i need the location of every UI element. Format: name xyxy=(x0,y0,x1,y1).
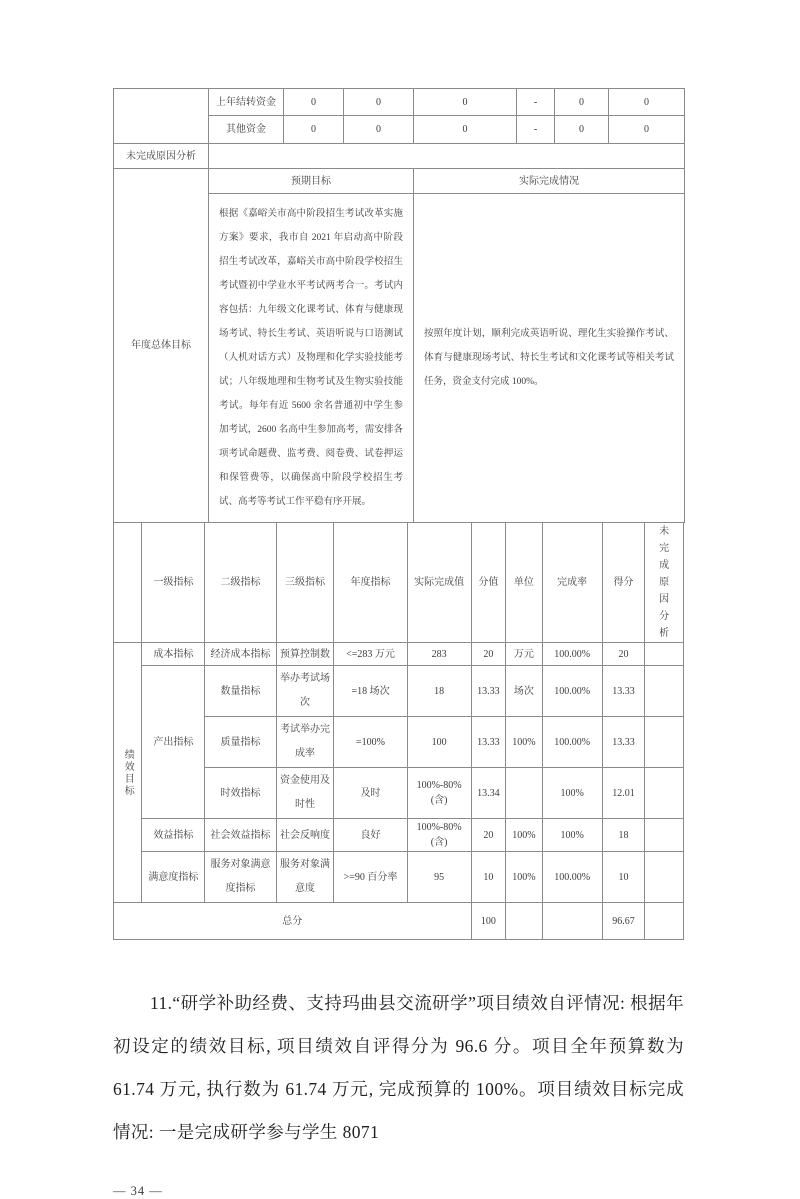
expected-goal-header: 预期目标 xyxy=(209,169,414,194)
value-cell: 0 xyxy=(284,89,344,116)
actual-completion-text: 按照年度计划，顺利完成英语听说、理化生实验操作考试、体育与健康现场考试、特长生考试和文化课考试等相关考试任务，资金支付完成 100%。 xyxy=(414,194,685,523)
actual-completion-header: 实际完成情况 xyxy=(414,169,685,194)
l1-indicator: 满意度指标 xyxy=(142,852,205,903)
annual-target: 及时 xyxy=(334,768,407,819)
header-row xyxy=(114,523,684,643)
got-value: 13.33 xyxy=(602,666,645,717)
row-label: 其他资金 xyxy=(209,116,284,144)
l2-indicator: 经济成本指标 xyxy=(205,643,276,666)
table-row xyxy=(114,144,685,169)
value-cell: 0 xyxy=(609,89,685,116)
got-value: 13.33 xyxy=(602,717,645,768)
got-value: 20 xyxy=(602,643,645,666)
got-value: 10 xyxy=(602,852,645,903)
reason-value xyxy=(645,819,684,852)
rate-value: 100% xyxy=(542,768,602,819)
score-value: 20 xyxy=(471,819,506,852)
unit-value: 场次 xyxy=(506,666,543,717)
table-row xyxy=(114,643,684,666)
total-row xyxy=(114,903,684,940)
annual-goal-label: 年度总体目标 xyxy=(114,169,209,523)
incomplete-reason-label: 未完成原因分析 xyxy=(114,144,209,169)
total-rate xyxy=(542,903,602,940)
value-cell: 0 xyxy=(609,116,685,144)
l1-indicator: 效益指标 xyxy=(142,819,205,852)
value-cell: 0 xyxy=(344,116,414,144)
l3-indicator: 考试举办完成率 xyxy=(276,717,334,768)
got-value: 18 xyxy=(602,819,645,852)
l2-indicator: 质量指标 xyxy=(205,717,276,768)
column-header-got: 得分 xyxy=(602,523,645,643)
score-value: 10 xyxy=(471,852,506,903)
rate-value: 100.00% xyxy=(542,717,602,768)
total-reason xyxy=(645,903,684,940)
table-row xyxy=(114,666,684,717)
l2-indicator: 社会效益指标 xyxy=(205,819,276,852)
rate-value: 100.00% xyxy=(542,852,602,903)
unit-value: 万元 xyxy=(506,643,543,666)
column-header-score: 分值 xyxy=(471,523,506,643)
column-header-l1: 一级指标 xyxy=(142,523,205,643)
rate-value: 100% xyxy=(542,819,602,852)
l3-indicator: 社会反响度 xyxy=(276,819,334,852)
expected-goal-text: 根据《嘉峪关市高中阶段招生考试改革实施方案》要求，我市自 2021 年启动高中阶段招生考试改革，嘉峪关市高中阶段学校招生考试暨初中学业水平考试两考合一。考试内容包括：九年级文化课考试、体育与健康现场考试、特长生考试、英语听说与口语测试（人机对话方式）及物理和化学实验技能考试；八年级地理和生物考试及生物实验技能考试。每年有近 5600 余名普通初中学生参加考试，2600 名高中生参加高考，需安排各项考试命题费、监考费、阅卷费、试卷押运和保管费等，以确保高中阶段学校招生考试、高考等考试工作平稳有序开展。 xyxy=(209,194,414,523)
annual-target: =18 场次 xyxy=(334,666,407,717)
unit-value: 100% xyxy=(506,819,543,852)
l2-indicator: 数量指标 xyxy=(205,666,276,717)
column-header-l2: 二级指标 xyxy=(205,523,276,643)
annual-target: >=90 百分率 xyxy=(334,852,407,903)
total-got: 96.67 xyxy=(602,903,645,940)
score-value: 13.33 xyxy=(471,717,506,768)
value-cell: 0 xyxy=(414,89,517,116)
l2-indicator: 时效指标 xyxy=(205,768,276,819)
table-row xyxy=(114,852,684,903)
side-label-text: 绩效目标 xyxy=(122,748,134,797)
total-score: 100 xyxy=(471,903,506,940)
got-value: 12.01 xyxy=(602,768,645,819)
side-label-performance-goal xyxy=(114,643,142,903)
l1-indicator: 产出指标 xyxy=(142,666,205,819)
reason-value xyxy=(645,852,684,903)
reason-value xyxy=(645,643,684,666)
column-header-l3: 三级指标 xyxy=(276,523,334,643)
unit-value: 100% xyxy=(506,717,543,768)
column-header-actual: 实际完成值 xyxy=(407,523,471,643)
row-label: 上年结转资金 xyxy=(209,89,284,116)
annual-target: =100% xyxy=(334,717,407,768)
value-cell: - xyxy=(517,116,555,144)
incomplete-reason-value xyxy=(209,144,685,169)
reason-value xyxy=(645,666,684,717)
page-number: — 34 — xyxy=(113,1184,163,1198)
value-cell: 0 xyxy=(414,116,517,144)
column-header-rate: 完成率 xyxy=(542,523,602,643)
actual-value: 100%-80%(含) xyxy=(407,768,471,819)
value-cell: 0 xyxy=(284,116,344,144)
total-unit xyxy=(506,903,543,940)
table-row xyxy=(114,89,685,116)
actual-value: 95 xyxy=(407,852,471,903)
l1-indicator: 成本指标 xyxy=(142,643,205,666)
total-label: 总分 xyxy=(114,903,472,940)
self-evaluation-paragraph: 11.“研学补助经费、支持玛曲县交流研学”项目绩效自评情况: 根据年初设定的绩效目标, 项目绩效自评得分为 96.6 分。项目全年预算数为 61.74 万元, 执行数为 61.74 万元, 完成预算的 100%。项目绩效目标完成情况: 一是完成研学参与学生 8071 xyxy=(113,993,684,1142)
l3-indicator: 资金使用及时性 xyxy=(276,768,334,819)
corner-blank-cell xyxy=(114,523,142,643)
unit-value xyxy=(506,768,543,819)
unit-value: 100% xyxy=(506,852,543,903)
l3-indicator: 服务对象满意度 xyxy=(276,852,334,903)
column-header-unit: 单位 xyxy=(506,523,543,643)
funding-table xyxy=(113,88,685,523)
document-page xyxy=(113,88,684,1199)
merged-blank-cell xyxy=(114,89,209,144)
l3-indicator: 举办考试场次 xyxy=(276,666,334,717)
rate-value: 100.00% xyxy=(542,643,602,666)
l2-indicator: 服务对象满意度指标 xyxy=(205,852,276,903)
table-row xyxy=(114,169,685,194)
actual-value: 18 xyxy=(407,666,471,717)
column-header-annual: 年度指标 xyxy=(334,523,407,643)
score-value: 13.33 xyxy=(471,666,506,717)
column-header-reason: 未完成原因分析 xyxy=(645,523,684,643)
l3-indicator: 预算控制数 xyxy=(276,643,334,666)
annual-target: <=283 万元 xyxy=(334,643,407,666)
reason-value xyxy=(645,717,684,768)
value-cell: - xyxy=(517,89,555,116)
value-cell: 0 xyxy=(344,89,414,116)
annual-target: 良好 xyxy=(334,819,407,852)
reason-value xyxy=(645,768,684,819)
rate-value: 100.00% xyxy=(542,666,602,717)
actual-value: 100%-80%(含) xyxy=(407,819,471,852)
actual-value: 283 xyxy=(407,643,471,666)
actual-value: 100 xyxy=(407,717,471,768)
score-value: 13.34 xyxy=(471,768,506,819)
performance-indicator-table xyxy=(113,522,684,940)
score-value: 20 xyxy=(471,643,506,666)
table-row xyxy=(114,819,684,852)
value-cell: 0 xyxy=(555,116,609,144)
value-cell: 0 xyxy=(555,89,609,116)
